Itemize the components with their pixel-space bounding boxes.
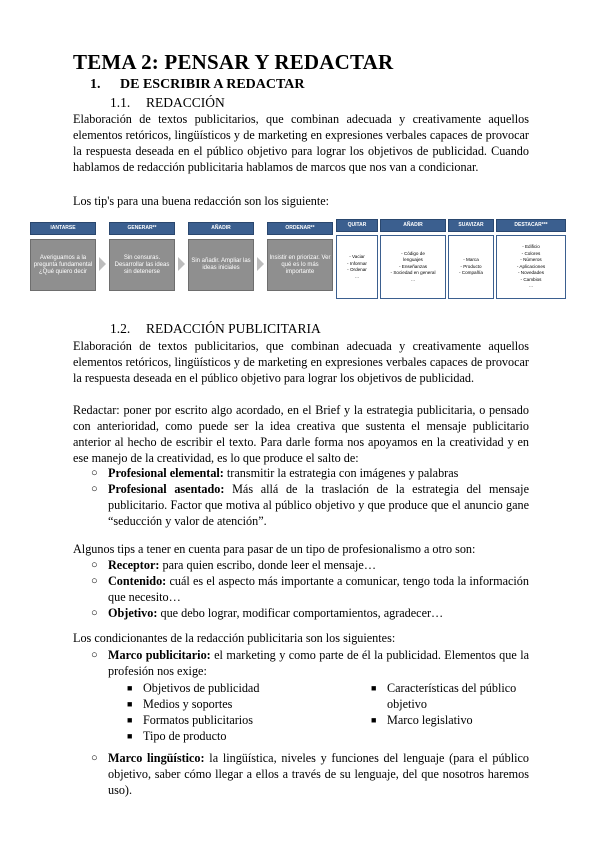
group-line: ... [529,283,533,289]
bullet-circle-icon: ○ [91,559,98,571]
square-item-text: Tipo de producto [143,729,227,743]
group-line: - Cambios [520,276,542,282]
group-line: - Informar [347,260,367,266]
square-bullet-icon: ■ [127,715,133,725]
group-line: - Aplicaciones [516,263,546,269]
paragraph-tips-intro: Los tip's para una buena redacción son los siguiente: [73,194,330,208]
paragraph-tips-profesional: Algunos tips a tener en cuenta para pasar de un tipo de profesionalismo a otro son: [73,542,476,556]
step-text: Sin añadir. Ampliar las ideas iniciales [191,258,251,271]
list-text: transmitir la estrategia con imágenes y palabras [223,466,459,480]
list-term: Marco lingüístico: [108,751,205,765]
list-text: la lingüística, niveles y funciones del lenguaje (para el público objetivo, saber cómo llegar a ellos a través de su lenguaje, del que nosotros haremos uso). [108,751,529,797]
group-header: QUITAR [336,219,378,232]
group-line: - Producto [460,263,482,269]
square-item-text: Características del público objetivo [387,681,517,711]
bullet-circle-icon: ○ [91,467,98,479]
step-box [267,239,333,291]
subsection-heading-1-2 [110,321,321,337]
square-list-item [371,712,531,728]
group-box [496,235,566,299]
square-list-item [127,712,347,728]
square-list-item [127,728,347,744]
list-term: Contenido: [108,574,167,588]
square-item-text: Formatos publicitarios [143,713,254,727]
square-list-item [127,680,347,696]
list-item [73,481,529,529]
marco-linguistico-item [73,750,529,798]
section-heading-1 [90,77,305,93]
list-term: Profesional asentado: [108,482,225,496]
arrow-right-icon [99,257,106,271]
step-text: Averiguamos a la pregunta fundamental ¿Qué quiero decir [33,254,93,275]
group-line: - Novedades [517,270,545,276]
subsection-heading-1-1 [110,95,225,111]
list-term: Profesional elemental: [108,466,224,480]
tips-list [73,557,529,621]
group-line: - Compañía [458,270,483,276]
group-box [336,235,378,299]
step-header: IANTARSE [30,222,96,235]
arrow-right-icon [178,257,185,271]
group-line: - Edificio [522,244,540,250]
step-box [109,239,175,291]
list-text: cuál es el aspecto más importante a comunicar, tengo toda la información que necesito… [108,574,529,604]
step-box [188,239,254,291]
step-header: GENERAR** [109,222,175,235]
square-bullet-icon: ■ [127,699,133,709]
list-text: para quien escribo, donde leer el mensaje… [159,558,377,572]
tips-diagram [22,219,574,301]
square-bullet-icon: ■ [127,683,133,693]
subsection-label: REDACCIÓN [146,95,225,110]
subsection-label: REDACCIÓN PUBLICITARIA [146,321,321,336]
list-item [73,605,529,621]
list-text: el marketing y como parte de él la publicidad. Elementos que la profesión nos exige: [108,648,529,678]
subsection-number: 1.2. [110,321,131,336]
section-label: DE ESCRIBIR A REDACTAR [120,77,305,92]
group-line: - Código de [401,250,425,256]
square-item-text: Objetivos de publicidad [143,681,260,695]
group-line: ... [411,276,415,282]
profesional-list [73,465,529,529]
page-title: TEMA 2: PENSAR Y REDACTAR [73,50,394,74]
group-header: SUAVIZAR [448,219,494,232]
group-line: lenguajes [403,257,423,263]
step-header: ORDENAR** [267,222,333,235]
group-line: - Sociedad en general [390,270,436,276]
step-box [30,239,96,291]
group-header: DESTACAR*** [496,219,566,232]
list-item [73,750,529,798]
paragraph-redactar: Redactar: poner por escrito algo acordado, en el Brief y la estrategia publicitaria, o pensado con anterioridad, como puede ser la idea creativa que sustenta el mensaje publicitario anterior al hecho de escribir el texto. Para darle forma nos apoyamos en la creatividad y en ese manejo de la creatividad, es lo que produce el salto de: [73,403,529,465]
section-number: 1. [90,77,101,92]
list-text: Más allá de la traslación de la estrategia del mensaje publicitario. Factor que motiva al público objetivo y que produce que el anuncio gane “seducción y valor de atención”. [108,482,529,528]
square-list-item [127,696,347,712]
list-term: Objetivo: [108,606,158,620]
square-bullet-icon: ■ [371,683,377,693]
bullet-circle-icon: ○ [91,607,98,619]
list-item [73,647,529,679]
list-item [73,557,529,573]
marco-publicitario-item [73,647,529,679]
group-line: - Ordenar [347,267,367,272]
arrow-right-icon [257,257,264,271]
bullet-circle-icon: ○ [91,575,98,587]
group-line: ... [355,273,359,279]
group-line: - Marca [463,257,479,263]
list-item [73,573,529,605]
square-list-item [371,680,531,712]
paragraph-definition: Elaboración de textos publicitarios, que combinan adecuada y creativamente aquellos elementos retóricos, lingüísticos y de marketing en expresiones verbales capaces de provocar la respuesta deseada en el público objetivo para lograr los objetivos de publicidad. Cuando hablamos de redacción publicitaria hablamos de marcos que nos van a condicionar. [73,112,529,174]
group-line: - Números [520,257,542,263]
marco-publicitario-left-column [127,680,347,744]
group-line: - Enseñanzas [398,263,428,269]
marco-publicitario-right-column [371,680,531,728]
list-text: que debo lograr, modificar comportamientos, agradecer… [157,606,444,620]
bullet-circle-icon: ○ [91,649,98,661]
list-item [73,465,529,481]
step-text: Insistir en priorizar. Ver qué es lo más importante [269,254,331,275]
paragraph-condicionantes: Los condicionantes de la redacción publicitaria son los siguientes: [73,631,396,645]
bullet-circle-icon: ○ [91,483,98,495]
group-header: AÑADIR [380,219,446,232]
group-line: - Vaciar [349,254,365,259]
square-item-text: Medios y soportes [143,697,233,711]
group-box [380,235,446,299]
subsection-number: 1.1. [110,95,131,110]
step-header: AÑADIR [188,222,254,235]
list-term: Receptor: [108,558,160,572]
square-bullet-icon: ■ [371,715,377,725]
group-line: - Colores [521,250,541,256]
bullet-circle-icon: ○ [91,752,98,764]
square-item-text: Marco legislativo [387,713,473,727]
paragraph-definition-2: Elaboración de textos publicitarios, que combinan adecuada y creativamente aquellos elementos retóricos, lingüísticos y de marketing en expresiones verbales capaces de provocar la respuesta deseada en el público objetivo para lograr los objetivos de publicidad. [73,339,529,385]
list-term: Marco publicitario: [108,648,211,662]
group-box [448,235,494,299]
step-text: Sin censuras. Desarrollar las ideas sin detenerse [114,254,170,275]
square-bullet-icon: ■ [127,731,133,741]
